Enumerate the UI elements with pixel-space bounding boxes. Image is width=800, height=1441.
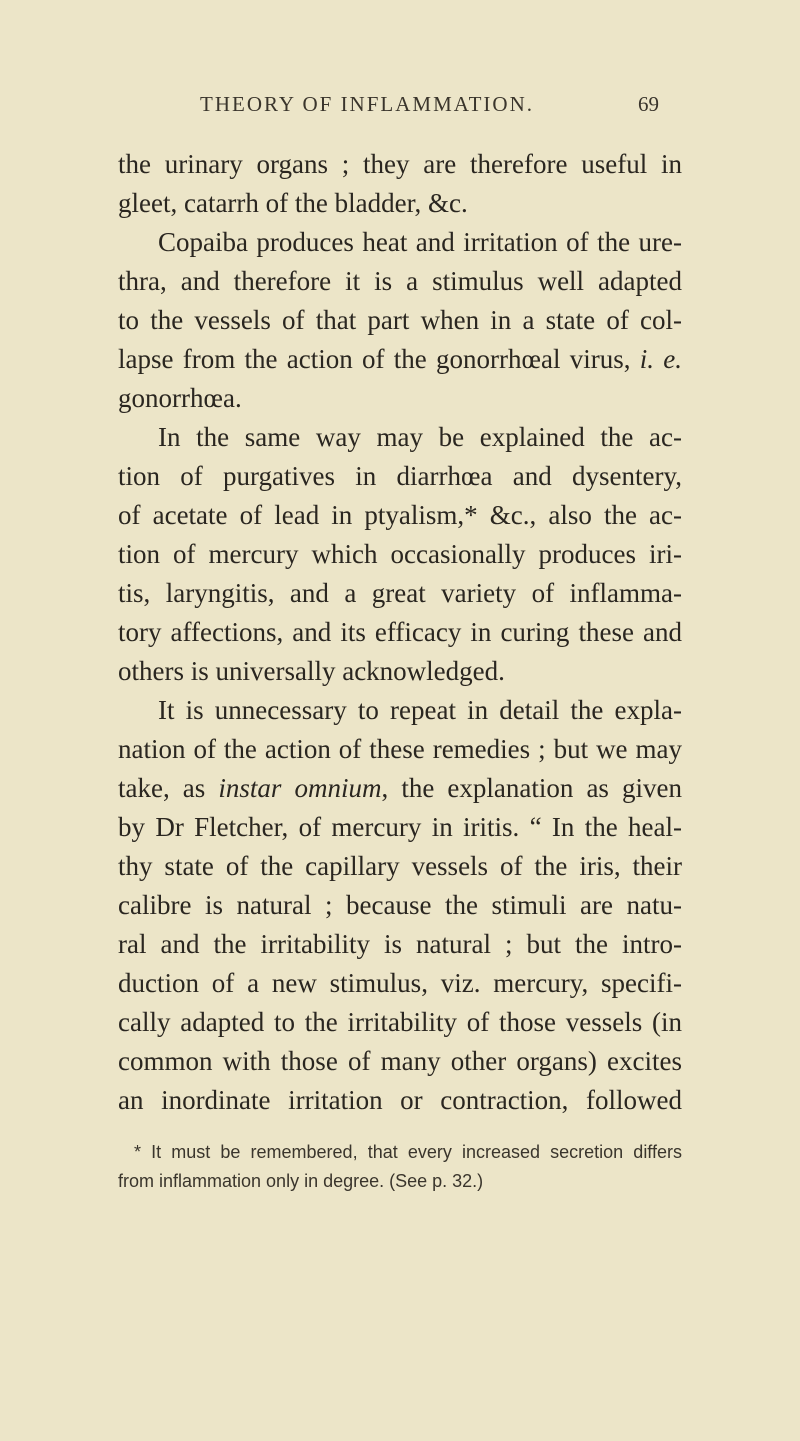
text-line: Copaiba produces heat and irritation of the ure- <box>158 227 682 257</box>
text-line: lapse from the action of the gonorrhœal virus, i. e. <box>118 344 682 374</box>
text-line: thra, and therefore it is a stimulus well adapted <box>118 266 682 296</box>
text-line: tory affections, and its efficacy in curing these and <box>118 617 682 647</box>
text-line: In the same way may be explained the ac- <box>158 422 682 452</box>
text-line: common with those of many other organs) excites <box>118 1046 682 1076</box>
page-number: 69 <box>638 92 659 116</box>
text-line: of acetate of lead in ptyalism,* &c., also the ac- <box>118 500 682 530</box>
text-line: ral and the irritability is natural ; but the intro- <box>118 929 682 959</box>
text-line: by Dr Fletcher, of mercury in iritis. “ In the heal- <box>118 812 682 842</box>
text-line: thy state of the capillary vessels of the iris, their <box>118 851 682 881</box>
text-line: tis, laryngitis, and a great variety of inflamma- <box>118 578 682 608</box>
text-line: an inordinate irritation or contraction, followed <box>118 1085 682 1115</box>
text-line: cally adapted to the irritability of those vessels (in <box>118 1007 682 1037</box>
text-line: others is universally acknowledged. <box>118 656 505 686</box>
footnote-line: from inflammation only in degree. (See p. 32.) <box>118 1171 484 1191</box>
text-line: nation of the action of these remedies ; but we may <box>118 734 682 764</box>
text-line: the urinary organs ; they are therefore useful in <box>118 149 682 179</box>
text-line: duction of a new stimulus, viz. mercury, specifi- <box>118 968 682 998</box>
text-line: It is unnecessary to repeat in detail the expla- <box>158 695 682 725</box>
text-line: take, as instar omnium, the explanation as given <box>118 773 682 803</box>
page-header <box>0 92 800 122</box>
text-line: gleet, catarrh of the bladder, &c. <box>118 188 468 218</box>
text-line: to the vessels of that part when in a state of col- <box>118 305 682 335</box>
text-line: gonorrhœa. <box>118 383 242 413</box>
text-line: tion of purgatives in diarrhœa and dysentery, <box>118 461 682 491</box>
text-line: tion of mercury which occasionally produces iri- <box>118 539 682 569</box>
running-title: THEORY OF INFLAMMATION. <box>200 92 534 116</box>
text-line: calibre is natural ; because the stimuli are natu- <box>118 890 682 920</box>
footnote-line: * It must be remembered, that every increased secretion differs <box>134 1142 682 1162</box>
